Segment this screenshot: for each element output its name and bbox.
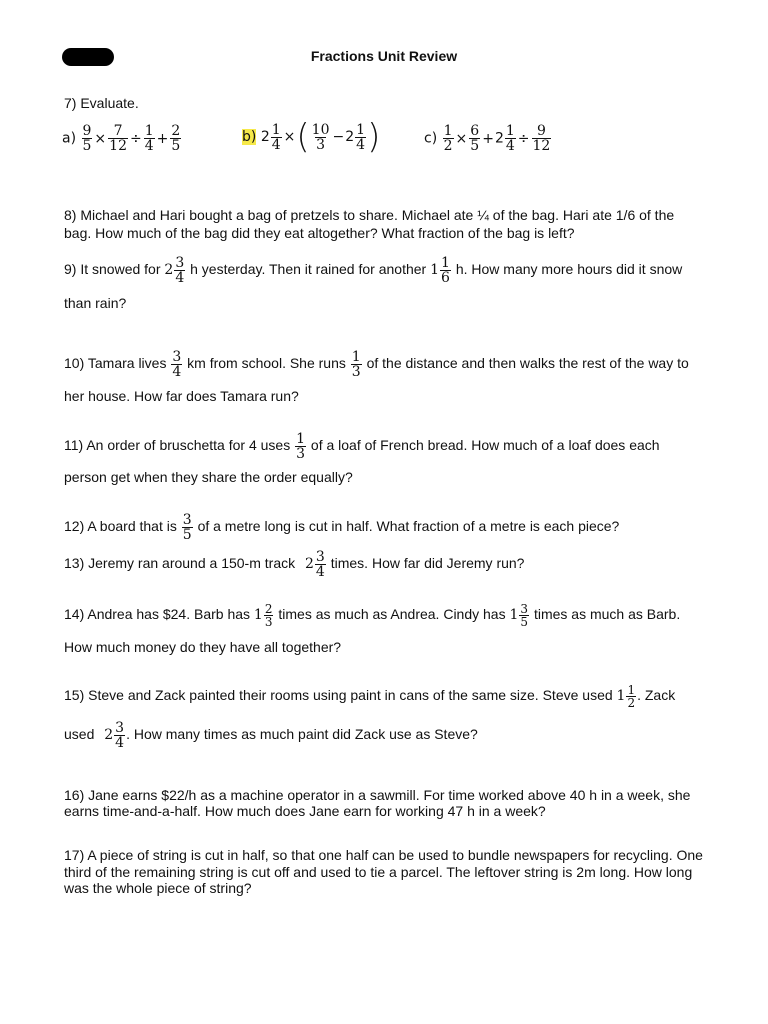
q11-line-1: 11) An order of bruschetta for 4 uses $\frac{1}{3}$ of a loaf of French bread. How much of a loaf does each (64, 431, 660, 462)
q7c-label: c) (424, 130, 438, 147)
fraction: $\frac{1}{4}$ (144, 123, 154, 154)
page-title: Fractions Unit Review (310, 48, 458, 64)
q7a-label: a) (62, 130, 77, 147)
fraction: $\frac{3}{4}$ (315, 549, 325, 580)
q13-line: 13) Jeremy ran around a 150-m track 2 $\frac{3}{4}$ times. How far did Jeremy run? (64, 549, 525, 580)
fraction: $\frac{3}{4}$ (172, 349, 182, 380)
q9-line-2: than rain? (64, 295, 127, 311)
q17-line-3: was the whole piece of string? (64, 880, 252, 896)
fraction: $\frac{2}{5}$ (171, 123, 181, 154)
q7-part-b: b) 2 $\frac{1}{4}$ ×( $\frac{10}{3}$ −2 $\frac{1}{4}$ ) (242, 117, 381, 157)
fraction: $\frac{9}{5}$ (82, 123, 92, 154)
fraction: $\frac{10}{3}$ (311, 121, 330, 153)
fraction: $\frac{9}{12}$ (532, 123, 551, 154)
q15-line-1: 15) Steve and Zack painted their rooms using paint in cans of the same size. Steve used 1 $\frac{1}{2}$ . Zack (64, 683, 676, 710)
q8-line-1: 8) Michael and Hari bought a bag of pretzels to share. Michael ate ¼ of the bag. Hari ate 1/6 of the (64, 207, 675, 223)
q17-line-1: 17) A piece of string is cut in half, so that one half can be used to bundle newspapers for recycling. One (64, 847, 703, 863)
fraction: $\frac{2}{3}$ (264, 602, 273, 629)
q7-part-c: c) $\frac{1}{2}$ × $\frac{6}{5}$ +2 $\frac{1}{4}$ ÷ $\frac{9}{12}$ (424, 123, 551, 154)
fraction: $\frac{1}{2}$ (627, 683, 636, 710)
q16-line-1: 16) Jane earns $22/h as a machine operator in a sawmill. For time worked above 40 h in a week, she (64, 787, 691, 803)
fraction: $\frac{1}{3}$ (351, 349, 361, 380)
q9-line-1: 9) It snowed for 2 $\frac{3}{4}$ h yesterday. Then it rained for another 1 $\frac{1}{6}$ h. How many more hours did it snow (64, 255, 683, 286)
q10-line-1: 10) Tamara lives $\frac{3}{4}$ km from school. She runs $\frac{1}{3}$ of the distance and then walks the rest of the way to (64, 349, 689, 380)
q14-line-1: 14) Andrea has $24. Barb has 1 $\frac{2}{3}$ times as much as Andrea. Cindy has 1 $\frac{3}{5}$ times as much as Barb. (64, 602, 681, 629)
q7-label: 7) Evaluate. (64, 95, 139, 111)
q14-line-2: How much money do they have all together? (64, 639, 342, 655)
q15-line-2: used 2 $\frac{3}{4}$ . How many times as much paint did Zack use as Steve? (64, 720, 478, 751)
fraction: $\frac{1}{4}$ (356, 121, 366, 153)
fraction: $\frac{6}{5}$ (470, 123, 480, 154)
fraction: $\frac{3}{5}$ (520, 602, 529, 629)
q12-line: 12) A board that is $\frac{3}{5}$ of a metre long is cut in half. What fraction of a metre is each piece? (64, 512, 620, 543)
fraction: $\frac{1}{4}$ (505, 123, 515, 154)
fraction: $\frac{1}{6}$ (441, 255, 450, 286)
fraction: $\frac{7}{12}$ (109, 123, 127, 154)
q7-part-a: a) $\frac{9}{5}$ × $\frac{7}{12}$ ÷ $\frac{1}{4}$ + $\frac{2}{5}$ (62, 123, 181, 154)
fraction: $\frac{1}{2}$ (443, 123, 453, 154)
q7b-label: b) (242, 129, 257, 145)
q10-line-2: her house. How far does Tamara run? (64, 388, 299, 404)
fraction: $\frac{1}{3}$ (296, 431, 306, 462)
q8-line-2: bag. How much of the bag did they eat altogether? What fraction of the bag is left? (64, 225, 575, 241)
fraction: $\frac{1}{4}$ (271, 121, 281, 153)
fraction: $\frac{3}{4}$ (115, 720, 125, 751)
fraction: $\frac{3}{5}$ (182, 512, 192, 543)
q16-line-2: earns time-and-a-half. How much does Jane earn for working 47 h in a week? (64, 803, 546, 819)
q17-line-2: third of the remaining string is cut off and used to tie a parcel. The leftover string is 2m long. How long (64, 864, 693, 880)
fraction: $\frac{3}{4}$ (175, 255, 185, 286)
q11-line-2: person get when they share the order equally? (64, 469, 353, 485)
